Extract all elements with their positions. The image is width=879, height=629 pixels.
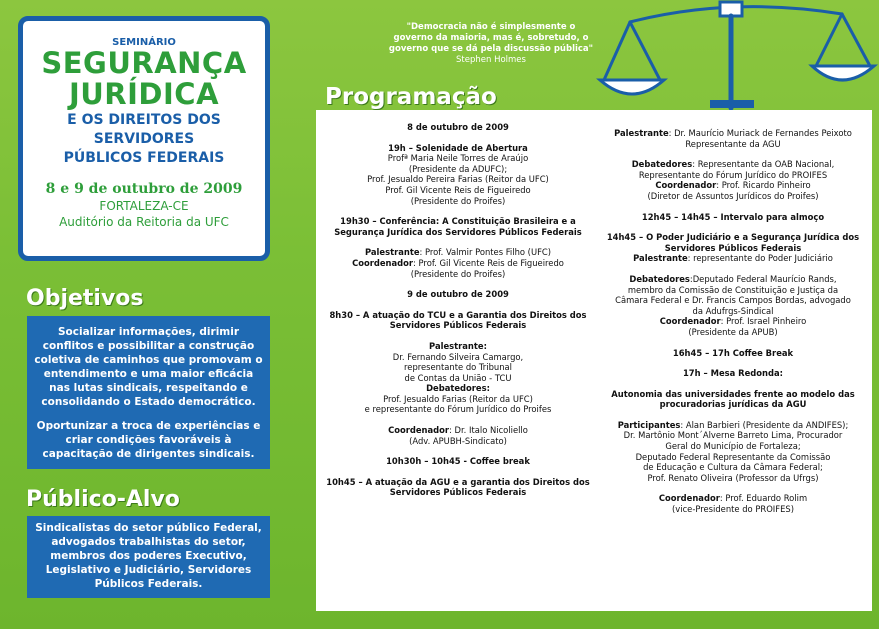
- schedule-line: Prof. Gil Vicente Reis de Figueiredo: [385, 184, 531, 195]
- schedule-heading: Debatedores:: [426, 383, 490, 394]
- schedule-block: [322, 289, 594, 300]
- objetivos-line: entendimento e uma maior eficácia: [43, 368, 254, 380]
- schedule-line: (Adv. APUBH-Sindicato): [409, 435, 507, 446]
- publico-line: advogados trabalhistas do setor,: [51, 536, 246, 548]
- schedule-person: :Deputado Federal Maurício Rands,: [689, 273, 837, 284]
- schedule-person: : Dr. Italo Nicoliello: [449, 425, 528, 436]
- quote-line: governo que se dá pela discussão pública": [388, 44, 594, 54]
- schedule-heading: Segurança Jurídica dos Servidores Públicos Federais: [334, 226, 582, 237]
- quote: [386, 22, 596, 66]
- objetivos-line: consolidando o Estado democrático.: [41, 396, 256, 408]
- objetivos-line: Socializar informações, dirimir: [57, 326, 240, 338]
- objetivos-line: Oportunizar a troca de experiências e: [36, 420, 261, 432]
- schedule-line: Geral do Município de Fortaleza;: [665, 441, 801, 452]
- objetivos-line: capacitação de dirigentes sindicais.: [42, 448, 255, 460]
- schedule-line: Profª Maria Neile Torres de Araújo: [387, 153, 529, 164]
- schedule-role: Palestrante: [633, 253, 688, 264]
- schedule-line: Câmara Federal e Dr. Francis Campos Bordas, advogado: [615, 295, 851, 306]
- schedule-heading: Servidores Públicos Federais: [664, 242, 802, 253]
- schedule-block: [598, 274, 868, 338]
- schedule-heading: Servidores Públicos Federais: [389, 320, 527, 331]
- schedule-heading: 8 de outubro de 2009: [407, 122, 509, 132]
- schedule-person: : Dr. Maurício Muriack de Fernandes Peixoto: [668, 128, 852, 138]
- schedule-line: Prof. Jesualdo Farias (Reitor da UFC): [383, 393, 533, 404]
- schedule-block: [322, 310, 594, 331]
- schedule-line: (Diretor de Assuntos Jurídicos do Proifes): [647, 190, 819, 201]
- schedule-line: da Adufrgs-Sindical: [692, 305, 774, 316]
- objetivos-line: conflitos e possibilitar a construção: [42, 340, 255, 352]
- scales-of-justice-icon: [592, 0, 879, 112]
- schedule-block: [322, 143, 594, 207]
- publico-alvo-box: [27, 516, 270, 598]
- schedule-heading: Autonomia das universidades frente ao modelo das: [611, 388, 855, 399]
- schedule-block: [598, 348, 868, 359]
- schedule-heading: 12h45 – 14h45 – Intervalo para almoço: [641, 211, 825, 222]
- schedule-block: [598, 420, 868, 484]
- schedule-person: : Prof. Valmir Pontes Filho (UFC): [419, 247, 552, 258]
- schedule-person: : Prof. Eduardo Rolim: [719, 493, 808, 504]
- schedule-line: representante do Tribunal: [404, 362, 512, 373]
- schedule-line: [598, 493, 868, 504]
- schedule-line: [598, 159, 868, 170]
- schedule-heading: 19h30 – Conferência: A Constituição Brasileira e a: [340, 216, 576, 227]
- objetivos-line: criar condições favoráveis à: [65, 434, 232, 446]
- schedule-block: [598, 232, 868, 264]
- schedule-line: [598, 180, 868, 191]
- schedule-role: Participantes: [617, 419, 681, 430]
- schedule-line: Dr. Martônio Mont´Alverne Barreto Lima, Procurador: [623, 430, 843, 441]
- subtitle-line-1: E OS DIREITOS DOS: [67, 112, 221, 128]
- schedule-block: [322, 216, 594, 237]
- schedule-heading: 10h45 – A atuação da AGU e a garantia dos Direitos dos: [326, 476, 590, 487]
- subtitle-line-3: PÚBLICOS FEDERAIS: [63, 150, 225, 166]
- schedule-line: Dr. Fernando Silveira Camargo,: [392, 351, 524, 362]
- schedule-line: (vice-Presidente do PROIFES): [672, 504, 794, 515]
- programacao-panel: [316, 110, 872, 611]
- schedule-line: Representante da AGU: [685, 138, 781, 149]
- schedule-block: [322, 425, 594, 446]
- publico-line: membros dos poderes Executivo,: [50, 550, 247, 562]
- schedule-block: [322, 456, 594, 467]
- schedule-role: Coordenador: [658, 493, 720, 504]
- schedule-line: Prof. Renato Oliveira (Professor da Ufrgs): [647, 472, 819, 483]
- event-venue: Auditório da Reitoria da UFC: [59, 215, 229, 229]
- schedule-day1-column: [322, 122, 594, 508]
- schedule-line: [322, 258, 594, 269]
- schedule-line: de Educação e Cultura da Câmara Federal;: [643, 462, 823, 473]
- title-line-1: SEGURANÇA: [41, 46, 247, 80]
- publico-line: Sindicalistas do setor público Federal,: [35, 522, 262, 534]
- programacao-heading: Programação: [325, 84, 497, 110]
- subtitle-line-2: SERVIDORES: [93, 131, 195, 147]
- schedule-person: : Prof. Israel Pinheiro: [720, 316, 807, 327]
- quote-line: governo da maioria, mas é, sobretudo, o: [393, 33, 589, 43]
- schedule-line: [322, 247, 594, 258]
- schedule-role: Coordenador: [659, 316, 721, 327]
- schedule-role: Debatedores: [629, 273, 690, 284]
- schedule-role: Palestrante: [364, 247, 420, 258]
- schedule-line: [598, 316, 868, 327]
- schedule-line: [598, 253, 868, 264]
- schedule-line: [322, 425, 594, 436]
- schedule-line: (Presidente do Proifes): [410, 195, 506, 206]
- schedule-person: : Prof. Gil Vicente Reis de Figueiredo: [413, 257, 564, 268]
- schedule-line: Prof. Jesualdo Pereira Farias (Reitor da UFC): [367, 174, 549, 185]
- schedule-block: [322, 247, 594, 279]
- schedule-line: membro da Comissão de Constituição e Justiça da: [627, 284, 839, 295]
- schedule-role: Palestrante: [614, 128, 669, 138]
- event-title-card: [18, 16, 270, 261]
- quote-line: "Democracia não é simplesmente o: [406, 22, 576, 32]
- schedule-heading: Servidores Públicos Federais: [389, 487, 527, 498]
- publico-line: Legislativo e Judiciário, Servidores: [45, 564, 252, 576]
- schedule-line: (Presidente da APUB): [688, 326, 778, 337]
- schedule-line: de Contas da União - TCU: [404, 372, 512, 383]
- publico-alvo-heading: Público-Alvo: [26, 487, 180, 512]
- schedule-heading: 10h30h – 10h45 - Coffee break: [386, 456, 530, 467]
- schedule-role: Coordenador: [352, 257, 414, 268]
- schedule-block: [598, 368, 868, 379]
- schedule-heading: 14h45 – O Poder Judiciário e a Segurança Jurídica dos: [606, 232, 860, 243]
- schedule-heading: 19h – Solenidade de Abertura: [388, 142, 528, 153]
- schedule-block: [322, 341, 594, 415]
- schedule-heading: 16h45 – 17h Coffee Break: [672, 347, 794, 358]
- objetivos-heading: Objetivos: [26, 286, 144, 311]
- objetivos-line: nas lutas sindicais, respeitando e: [49, 382, 248, 394]
- schedule-role: Debatedores: [631, 159, 693, 170]
- schedule-block: [322, 477, 594, 498]
- schedule-block: [598, 159, 868, 201]
- quote-author: Stephen Holmes: [456, 55, 526, 65]
- schedule-person: : representante do Poder Judiciário: [687, 253, 833, 264]
- schedule-heading: Palestrante:: [429, 340, 487, 351]
- schedule-line: [598, 128, 868, 139]
- objetivos-box: [27, 316, 270, 469]
- schedule-block: [322, 122, 594, 133]
- schedule-day2-column: [598, 128, 868, 525]
- schedule-heading: procuradorias jurídicas da AGU: [659, 399, 807, 410]
- event-city: FORTALEZA-CE: [99, 199, 189, 213]
- schedule-line: [598, 274, 868, 285]
- schedule-line: [598, 420, 868, 431]
- publico-line: Públicos Federais.: [94, 578, 203, 590]
- schedule-person: : Prof. Ricardo Pinheiro: [716, 180, 811, 191]
- schedule-line: Deputado Federal Representante da Comissão: [635, 451, 831, 462]
- schedule-block: [598, 389, 868, 410]
- schedule-block: [598, 128, 868, 149]
- schedule-block: [598, 212, 868, 223]
- event-date: 8 e 9 de outubro de 2009: [45, 181, 243, 197]
- title-line-2: JURÍDICA: [68, 77, 220, 111]
- schedule-line: Representante do Fórum Jurídico do PROIFES: [638, 169, 828, 180]
- schedule-line: e representante do Fórum Jurídico do Proifes: [364, 404, 552, 415]
- schedule-line: (Presidente do Proifes): [410, 268, 506, 279]
- schedule-heading: 8h30 – A atuação do TCU e a Garantia dos Direitos dos: [329, 309, 587, 320]
- schedule-block: [598, 493, 868, 514]
- schedule-heading: 17h – Mesa Redonda:: [682, 368, 784, 379]
- schedule-person: : Alan Barbieri (Presidente da ANDIFES);: [680, 419, 849, 430]
- schedule-role: Coordenador: [655, 180, 717, 191]
- schedule-person: : Representante da OAB Nacional,: [692, 159, 835, 170]
- objetivos-line: coletiva de caminhos que promovam o: [34, 354, 263, 366]
- schedule-role: Coordenador: [388, 425, 450, 436]
- schedule-heading: 9 de outubro de 2009: [407, 289, 509, 300]
- seminar-label: SEMINÁRIO: [112, 37, 176, 48]
- schedule-line: (Presidente da ADUFC);: [408, 163, 508, 174]
